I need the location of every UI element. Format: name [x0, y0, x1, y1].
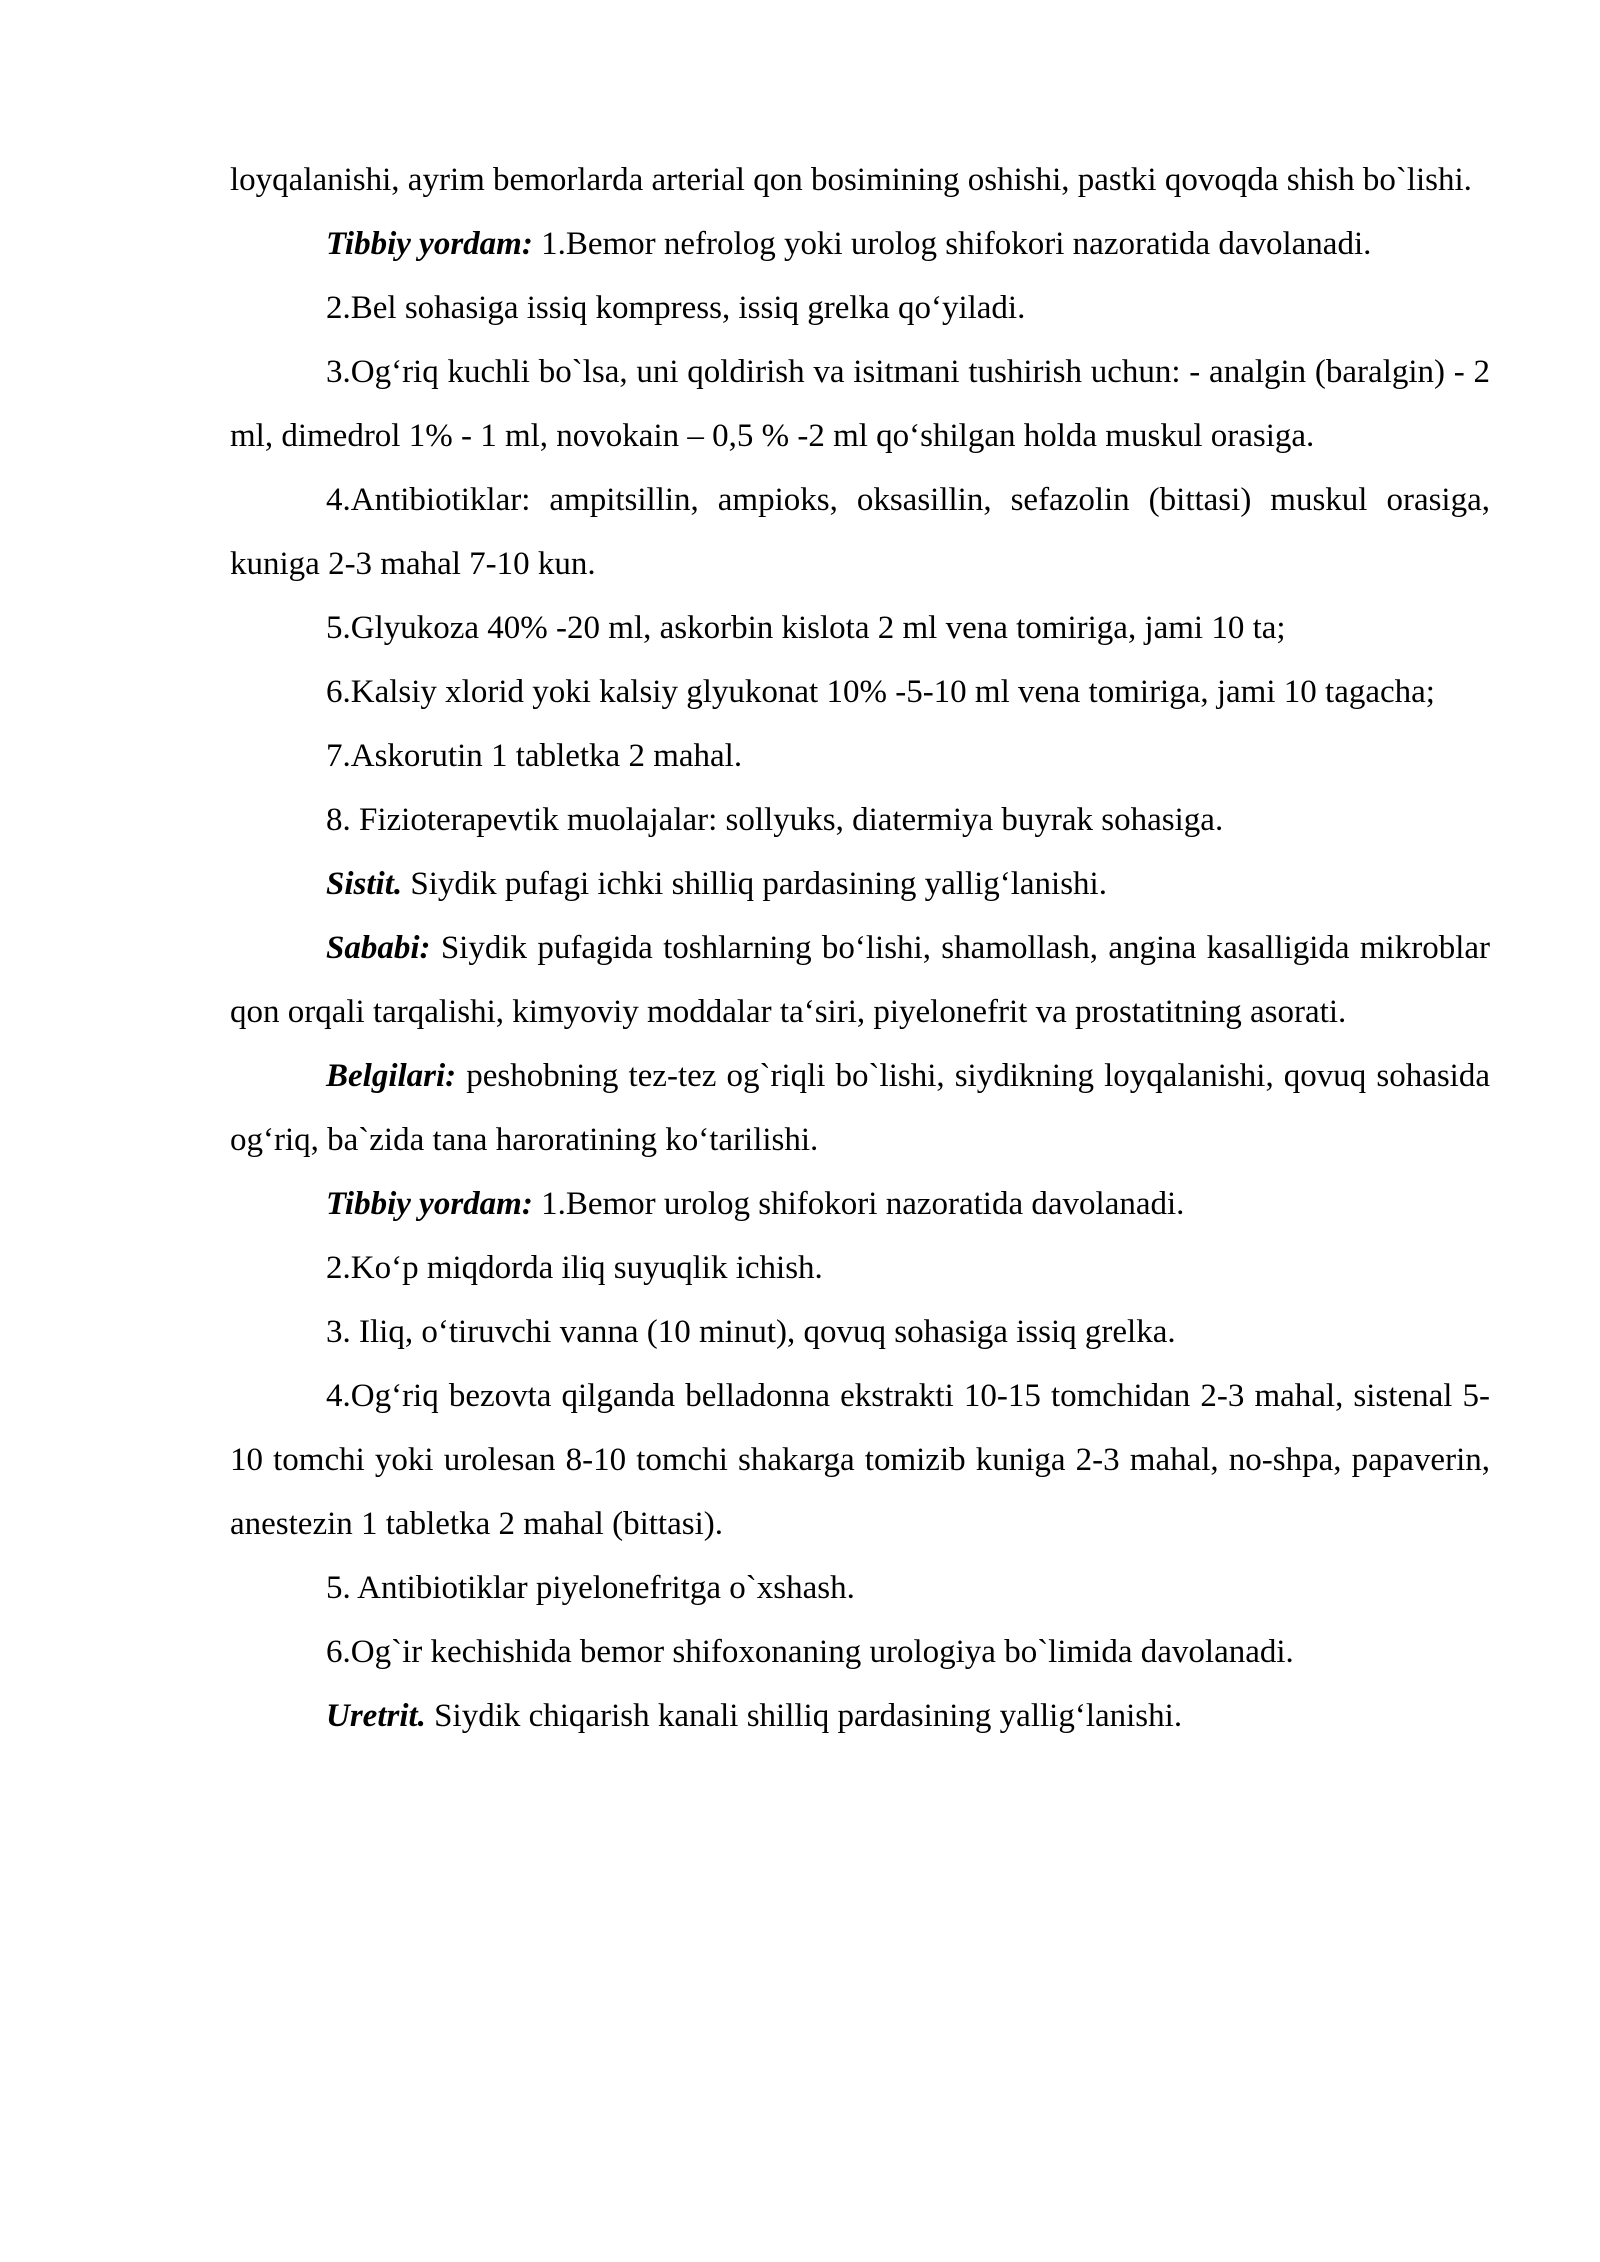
paragraph-heading: Tibbiy yordam: [326, 226, 533, 262]
paragraph-text: 1.Bemor nefrolog yoki urolog shifokori nazoratida davolanadi. [532, 226, 1372, 262]
paragraph [230, 1044, 1490, 1172]
paragraph-text: 1.Bemor urolog shifokori nazoratida davolanadi. [532, 1186, 1185, 1222]
paragraph [230, 1684, 1490, 1748]
paragraph [230, 340, 1490, 468]
paragraph [230, 1300, 1490, 1364]
paragraph-text: Siydik chiqarish kanali shilliq pardasining yallig‘lanishi. [425, 1698, 1183, 1734]
paragraph-text: 6.Kalsiy xlorid yoki kalsiy glyukonat 10% -5-10 ml vena tomiriga, jami 10 tagacha; [326, 674, 1435, 710]
paragraph-text: 5.Glyukoza 40% -20 ml, askorbin kislota 2 ml vena tomiriga, jami 10 ta; [326, 610, 1286, 646]
paragraph-text: Siydik pufagi ichki shilliq pardasining yallig‘lanishi. [402, 866, 1107, 902]
paragraph-text: 2.Bel sohasiga issiq kompress, issiq grelka qo‘yiladi. [326, 290, 1026, 326]
paragraph-text: 6.Og`ir kechishida bemor shifoxonaning urologiya bo`limida davolanadi. [326, 1634, 1294, 1670]
paragraph-heading: Sababi: [326, 930, 431, 966]
paragraph-text: loyqalanishi, ayrim bemorlarda arterial qon bosimining oshishi, pastki qovoqda shish bo`lishi. [230, 162, 1472, 198]
paragraph-heading: Sistit. [326, 866, 403, 902]
paragraph-text: Siydik pufagida toshlarning bo‘lishi, shamollash, angina kasalligida mikroblar qon orqali tarqalishi, kimyoviy moddalar ta‘siri, piyelonefrit va prostatitning asorati. [230, 930, 1490, 1030]
paragraph [230, 596, 1490, 660]
document-page [230, 148, 1490, 1748]
paragraph [230, 148, 1490, 212]
paragraph [230, 724, 1490, 788]
paragraph [230, 916, 1490, 1044]
paragraph [230, 852, 1490, 916]
paragraph-text: 4.Antibiotiklar: ampitsillin, ampioks, oksasillin, sefazolin (bittasi) muskul orasiga, kuniga 2-3 mahal 7-10 kun. [230, 482, 1490, 582]
paragraph [230, 1172, 1490, 1236]
paragraph-text: 3.Og‘riq kuchli bo`lsa, uni qoldirish va isitmani tushirish uchun: - analgin (baralgin) - 2 ml, dimedrol 1% - 1 ml, novokain – 0,5 % -2 ml qo‘shilgan holda muskul orasiga. [230, 354, 1490, 454]
paragraph-text: 8. Fizioterapevtik muolajalar: sollyuks, diatermiya buyrak sohasiga. [326, 802, 1224, 838]
paragraph-text: 4.Og‘riq bezovta qilganda belladonna ekstrakti 10-15 tomchidan 2-3 mahal, sistenal 5-10 tomchi yoki urolesan 8-10 tomchi shakarga tomizib kuniga 2-3 mahal, no-shpa, papaverin, anestezin 1 tabletka 2 mahal (bittasi). [230, 1378, 1490, 1542]
paragraph-text: 3. Iliq, o‘tiruvchi vanna (10 minut), qovuq sohasiga issiq grelka. [326, 1314, 1176, 1350]
paragraph-heading: Belgilari: [326, 1058, 457, 1094]
paragraph [230, 660, 1490, 724]
paragraph-text: peshobning tez-tez og`riqli bo`lishi, siydikning loyqalanishi, qovuq sohasida og‘riq, ba`zida tana haroratining ko‘tarilishi. [230, 1058, 1490, 1158]
paragraph [230, 212, 1490, 276]
paragraph [230, 1236, 1490, 1300]
paragraph [230, 468, 1490, 596]
paragraph-heading: Tibbiy yordam: [326, 1186, 533, 1222]
paragraph [230, 1556, 1490, 1620]
paragraph-text: 5. Antibiotiklar piyelonefritga o`xshash. [326, 1570, 855, 1606]
paragraph [230, 1620, 1490, 1684]
paragraph [230, 1364, 1490, 1556]
paragraph-text: 7.Askorutin 1 tabletka 2 mahal. [326, 738, 743, 774]
paragraph-heading: Uretrit. [326, 1698, 426, 1734]
paragraph [230, 788, 1490, 852]
paragraph [230, 276, 1490, 340]
paragraph-text: 2.Ko‘p miqdorda iliq suyuqlik ichish. [326, 1250, 823, 1286]
